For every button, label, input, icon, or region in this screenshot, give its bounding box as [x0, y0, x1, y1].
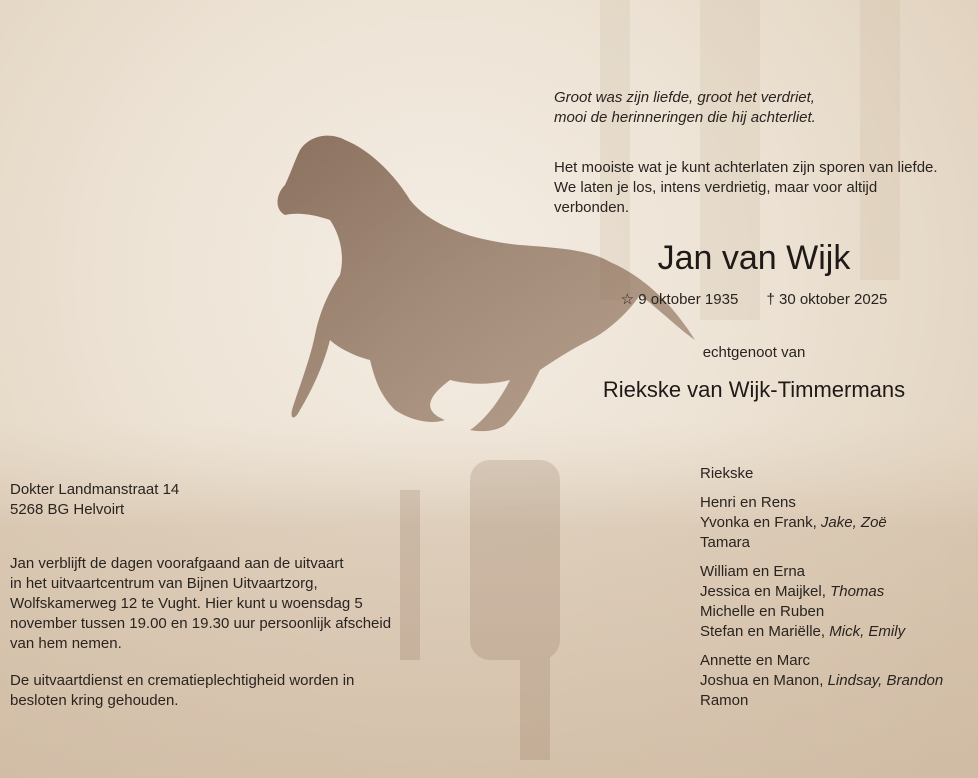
family-group [700, 464, 970, 484]
family-names: Joshua en Manon, [700, 672, 828, 689]
text-line: Dokter Landmanstraat 14 [10, 481, 180, 498]
family-member-line [700, 513, 970, 533]
text-line: Groot was zijn liefde, groot het verdriet, [554, 89, 815, 106]
death-date: † 30 oktober 2025 [766, 291, 888, 308]
family-group [700, 562, 970, 642]
family-member-line [700, 533, 970, 553]
text-line: besloten kring gehouden. [10, 692, 179, 709]
family-member-line [700, 464, 970, 484]
service-info [10, 671, 430, 711]
grandchildren-names: Thomas [830, 583, 885, 600]
text-line: verbonden. [554, 199, 630, 216]
text-line: Het mooiste wat je kunt achterlaten zijn sporen van liefde. [554, 159, 938, 176]
family-names: Jessica en Maijkel, [700, 583, 831, 600]
family-member-line [700, 602, 970, 622]
text-line: van hem nemen. [10, 635, 122, 652]
text-line: 5268 BG Helvoirt [10, 501, 125, 518]
grandchildren-names: Jake, Zoë [820, 514, 887, 531]
text-line: We laten je los, intens verdrietig, maar voor altijd [554, 179, 878, 196]
family-names: William en Erna [700, 563, 806, 580]
family-names: Annette en Marc [700, 652, 811, 669]
text-line: mooi de herinneringen die hij achterliet. [554, 109, 816, 126]
family-names: Michelle en Ruben [700, 603, 825, 620]
family-names: Tamara [700, 534, 751, 551]
family-member-line [700, 691, 970, 711]
family-member-line [700, 582, 970, 602]
spouse-name: Riekske van Wijk-Timmermans [602, 377, 906, 402]
family-names: Stefan en Mariëlle, [700, 623, 830, 640]
family-list [700, 464, 970, 720]
grandchildren-names: Lindsay, Brandon [827, 672, 944, 689]
birth-date: ☆ 9 oktober 1935 [620, 291, 739, 308]
address-block [10, 480, 430, 520]
grandchildren-names: Mick, Emily [829, 623, 906, 640]
family-member-line [700, 562, 970, 582]
family-member-line [700, 671, 970, 691]
deceased-name: Jan van Wijk [657, 239, 851, 277]
text-line: Wolfskamerweg 12 te Vught. Hier kunt u woensdag 5 [10, 595, 363, 612]
family-names: Yvonka en Frank, [700, 514, 821, 531]
family-group [700, 493, 970, 553]
life-dates [554, 290, 954, 310]
family-member-line [700, 651, 970, 671]
text-line: in het uitvaartcentrum van Bijnen Uitvaartzorg, [10, 575, 318, 592]
viewing-info [10, 554, 430, 654]
family-member-line [700, 493, 970, 513]
text-line: Jan verblijft de dagen voorafgaand aan de uitvaart [10, 555, 344, 572]
relation-label: echtgenoot van [702, 344, 806, 361]
text-line: De uitvaartdienst en crematieplechtigheid worden in [10, 672, 355, 689]
family-names: Henri en Rens [700, 494, 796, 511]
poem-verse-2 [554, 158, 974, 218]
family-names: Ramon [700, 692, 749, 709]
family-member-line [700, 622, 970, 642]
family-group [700, 651, 970, 711]
family-names: Riekske [700, 465, 754, 482]
poem-verse-1 [554, 88, 974, 128]
text-line: november tussen 19.00 en 19.30 uur persoonlijk afscheid [10, 615, 392, 632]
